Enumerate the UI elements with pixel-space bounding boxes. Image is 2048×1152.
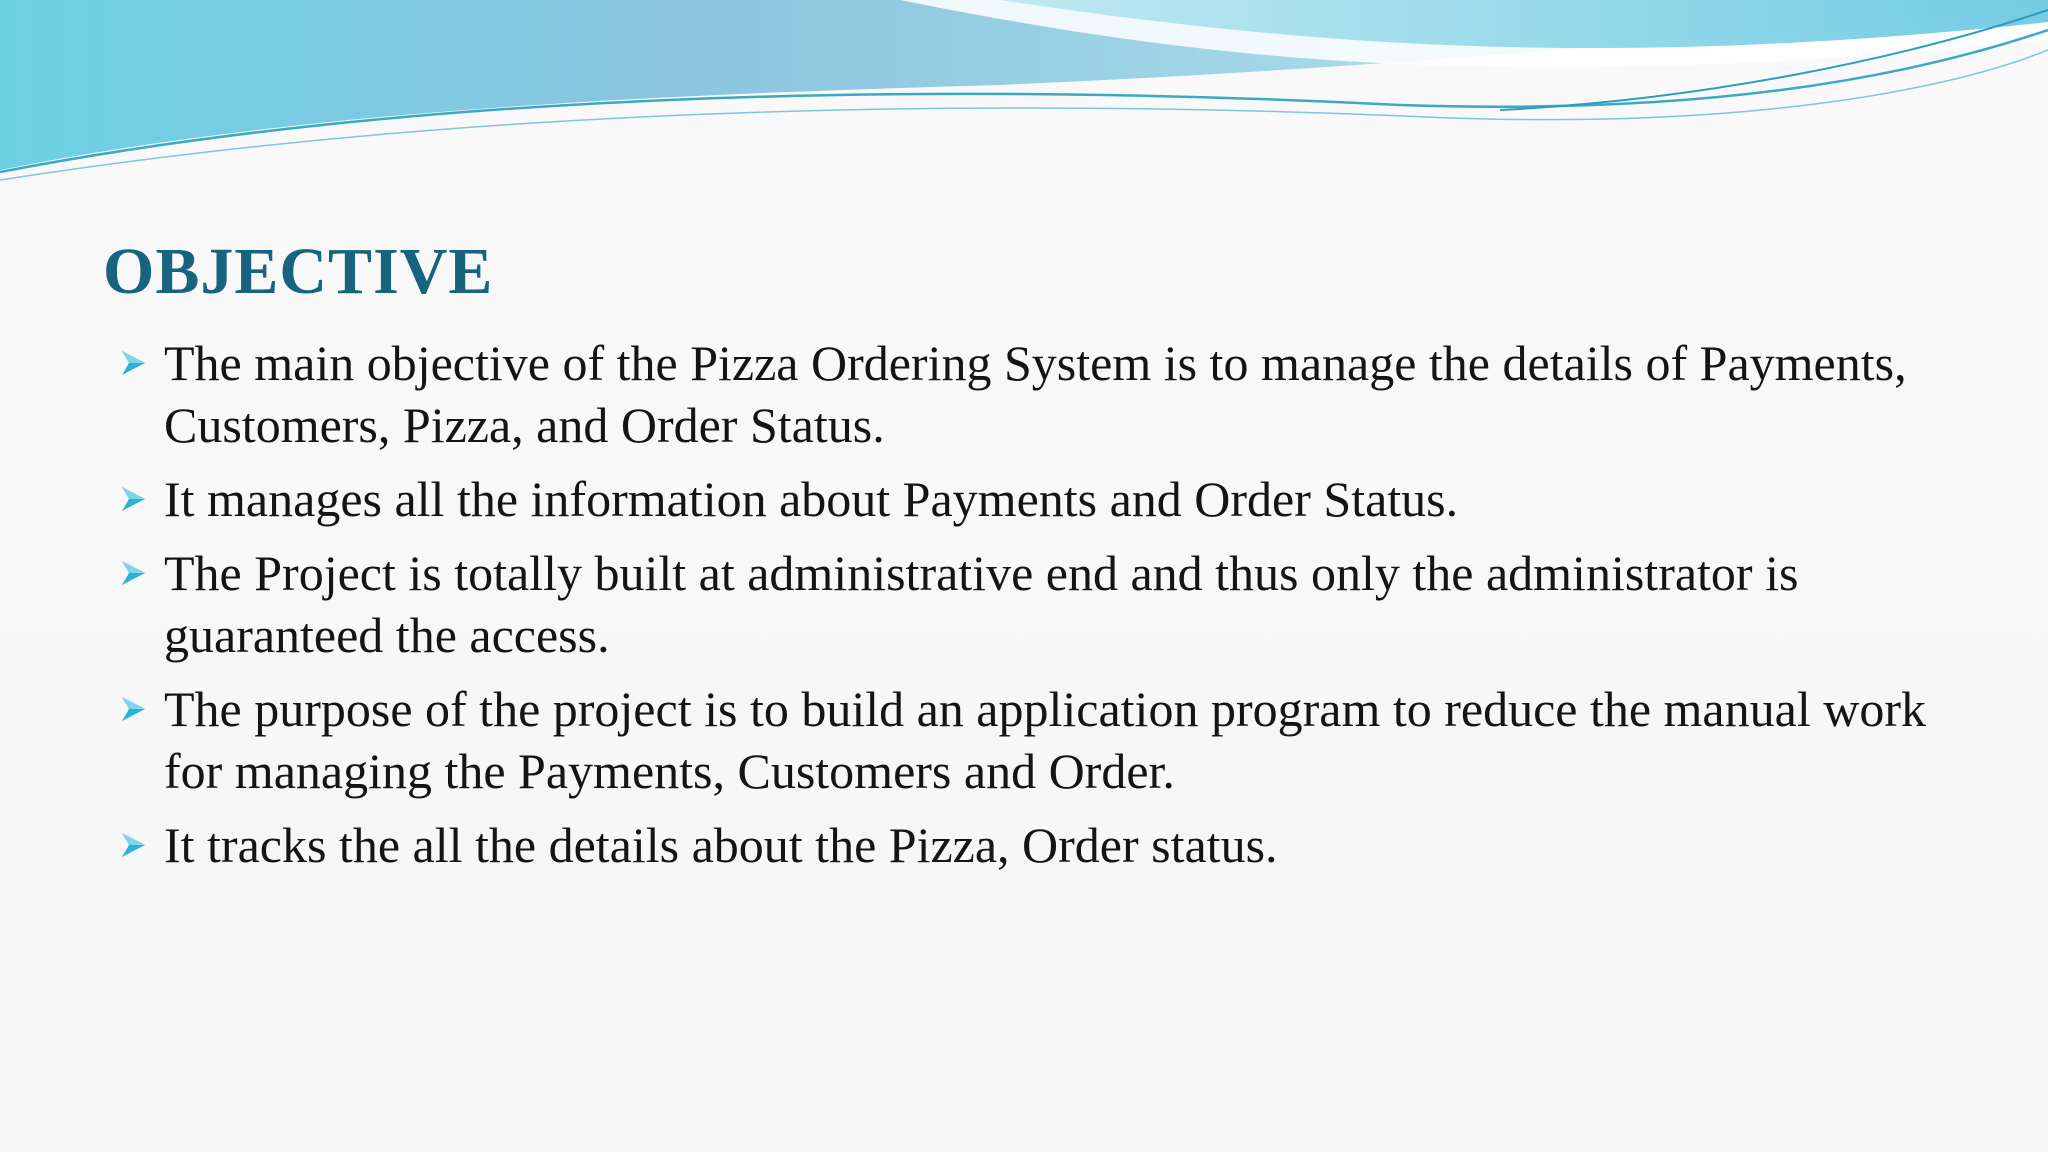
bullet-text: The purpose of the project is to build an application program to reduce the manual work for managing the Payments, Customers and Order.	[164, 681, 1926, 799]
bullet-text: It manages all the information about Payments and Order Status.	[164, 471, 1459, 527]
bullet-text: The main objective of the Pizza Ordering System is to manage the details of Payments, Customers, Pizza, and Order Status.	[164, 335, 1907, 453]
arrow-bullet-icon	[118, 332, 164, 394]
arrow-bullet-icon	[118, 678, 164, 740]
bullet-list	[118, 332, 1958, 888]
arrow-bullet-icon	[118, 542, 164, 604]
bullet-item	[118, 814, 1958, 876]
bullet-item	[118, 468, 1958, 530]
header-wave-decoration	[0, 0, 2048, 190]
bullet-text: The Project is totally built at administrative end and thus only the administrator is guaranteed the access.	[164, 545, 1799, 663]
arrow-bullet-icon	[118, 468, 164, 530]
bullet-item	[118, 542, 1958, 666]
arrow-bullet-icon	[118, 814, 164, 876]
bullet-item	[118, 332, 1958, 456]
slide-title: OBJECTIVE	[103, 235, 494, 308]
bullet-item	[118, 678, 1958, 802]
bullet-text: It tracks the all the details about the Pizza, Order status.	[164, 817, 1278, 873]
